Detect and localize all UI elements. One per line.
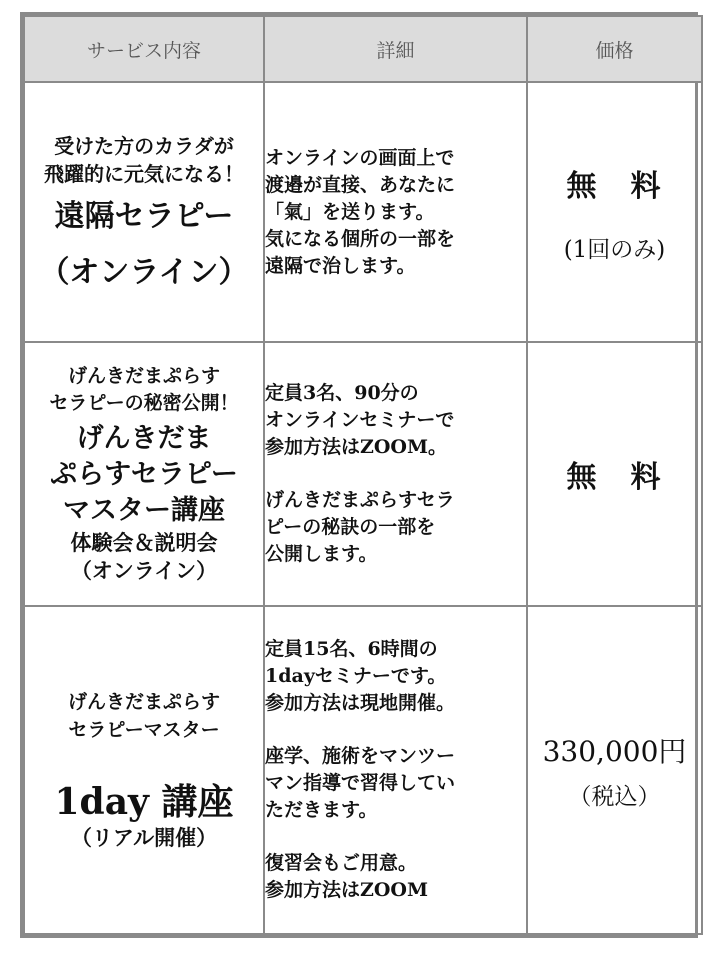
- service-intro: [25, 688, 263, 744]
- detail-line: ただきます。: [265, 799, 378, 821]
- service-name-line: ぷらすセラピー: [50, 459, 238, 490]
- service-intro-line: 受けた方のカラダが: [54, 134, 234, 158]
- detail-line: 復習会もご用意。: [265, 852, 418, 874]
- service-intro-line: セラピーマスター: [68, 719, 220, 741]
- service-intro: [25, 363, 263, 417]
- detail-line: オンラインセミナーで: [265, 409, 455, 431]
- service-format: （リアル開催）: [70, 825, 218, 850]
- service-name-line: げんきだま: [76, 423, 212, 454]
- service-format: （オンライン）: [70, 558, 218, 583]
- service-name: 遠隔セラピー: [54, 199, 234, 234]
- detail-cell: [264, 82, 527, 342]
- price-table: [23, 15, 703, 935]
- detail-line: 参加方法はZOOM: [265, 879, 429, 901]
- service-name: [25, 421, 263, 529]
- service-intro-line: げんきだまぷらす: [67, 365, 220, 387]
- detail-line: 定員3名、90分の: [265, 382, 419, 404]
- price-cell: [527, 342, 702, 606]
- header-price: 価格: [527, 16, 702, 82]
- service-note: 体験会＆説明会: [70, 530, 218, 555]
- price-table-frame: [20, 12, 698, 938]
- service-intro: [25, 132, 263, 188]
- service-cell: [24, 342, 264, 606]
- service-cell: [24, 82, 264, 342]
- detail-line: マン指導で習得してい: [265, 772, 456, 794]
- detail-line: 参加方法はZOOM。: [265, 436, 448, 458]
- detail-line: 座学、施術をマンツー: [265, 745, 456, 767]
- price-value: 330,000円: [542, 734, 687, 768]
- service-cell: [24, 606, 264, 934]
- service-name-line: マスター講座: [63, 495, 225, 526]
- header-detail: 詳細: [264, 16, 527, 82]
- detail-line: ピーの秘訣の一部を: [265, 516, 436, 538]
- detail-cell: [264, 606, 527, 934]
- detail-line: 渡邉が直接、あなたに: [265, 173, 456, 196]
- table-row: [24, 342, 702, 606]
- detail-cell: [264, 342, 527, 606]
- price-tax-note: （税込）: [568, 783, 661, 810]
- price-cell: [527, 606, 702, 934]
- detail-line: 参加方法は現地開催。: [265, 692, 456, 714]
- detail-line: 「氣」を送ります。: [265, 200, 435, 223]
- service-intro-line: げんきだまぷらす: [67, 691, 220, 713]
- price-cell: [527, 82, 702, 342]
- detail-line: オンラインの画面上で: [265, 146, 455, 169]
- detail-spacer: [265, 461, 526, 487]
- service-intro-line: セラピーの秘密公開！: [49, 392, 239, 414]
- detail-spacer: [265, 717, 526, 743]
- detail-line: 定員15名、6時間の: [265, 638, 438, 660]
- detail-line: 気になる個所の一部を: [265, 227, 456, 250]
- price-value: 無 料: [566, 168, 663, 204]
- detail-spacer: [265, 824, 526, 850]
- service-intro-line: 飛躍的に元気になる！: [44, 162, 244, 186]
- detail-line: 遠隔で治します。: [265, 254, 416, 277]
- table-row: [24, 606, 702, 934]
- price-note: (1回のみ): [563, 236, 666, 263]
- header-service: サービス内容: [24, 16, 264, 82]
- detail-line: げんきだまぷらすセラ: [265, 489, 455, 511]
- detail-line: 1dayセミナーです。: [265, 665, 447, 687]
- table-row: [24, 82, 702, 342]
- price-value: 無 料: [566, 460, 663, 495]
- service-name: 1day 講座: [54, 781, 234, 823]
- detail-line: 公開します。: [265, 543, 378, 565]
- table-header-row: [24, 16, 702, 82]
- service-format: （オンライン）: [39, 255, 249, 290]
